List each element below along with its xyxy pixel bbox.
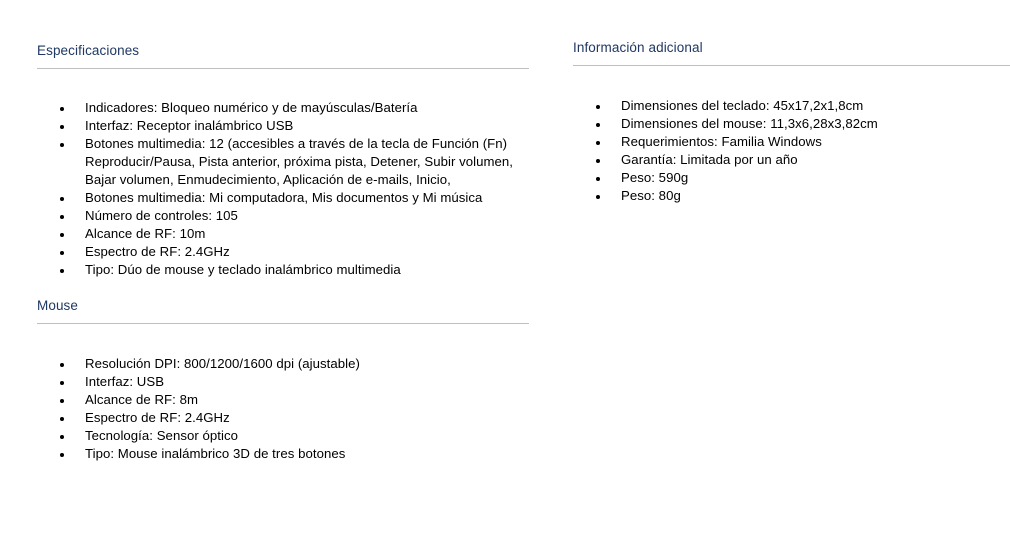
list-item: Tecnología: Sensor óptico bbox=[37, 427, 529, 445]
specs-list-informacion-adicional bbox=[573, 97, 1010, 205]
list-item: Alcance de RF: 10m bbox=[37, 225, 529, 243]
list-item: Peso: 80g bbox=[573, 187, 1010, 205]
specs-list-especificaciones bbox=[37, 99, 529, 279]
list-item: Tipo: Mouse inalámbrico 3D de tres botones bbox=[37, 445, 529, 463]
list-item: Espectro de RF: 2.4GHz bbox=[37, 243, 529, 261]
list-item: Botones multimedia: Mi computadora, Mis documentos y Mi música bbox=[37, 189, 529, 207]
list-item: Botones multimedia: 12 (accesibles a través de la tecla de Función (Fn) Reproducir/Pausa, Pista anterior, próxima pista, Detener, Subir volumen, Bajar volumen, Enmudecimiento, Aplicación de e-mails, Inicio, bbox=[37, 135, 529, 189]
specs-list-mouse bbox=[37, 355, 529, 463]
section-divider-especificaciones bbox=[37, 68, 529, 69]
list-item: Garantía: Limitada por un año bbox=[573, 151, 1010, 169]
list-item: Interfaz: USB bbox=[37, 373, 529, 391]
list-item: Espectro de RF: 2.4GHz bbox=[37, 409, 529, 427]
list-item: Número de controles: 105 bbox=[37, 207, 529, 225]
section-divider-mouse bbox=[37, 323, 529, 324]
list-item: Requerimientos: Familia Windows bbox=[573, 133, 1010, 151]
list-item: Alcance de RF: 8m bbox=[37, 391, 529, 409]
list-item: Resolución DPI: 800/1200/1600 dpi (ajustable) bbox=[37, 355, 529, 373]
list-item: Peso: 590g bbox=[573, 169, 1010, 187]
section-heading-mouse: Mouse bbox=[37, 298, 79, 313]
list-item: Dimensiones del mouse: 11,3x6,28x3,82cm bbox=[573, 115, 1010, 133]
list-item: Tipo: Dúo de mouse y teclado inalámbrico multimedia bbox=[37, 261, 529, 279]
list-item: Indicadores: Bloqueo numérico y de mayúsculas/Batería bbox=[37, 99, 529, 117]
list-item: Dimensiones del teclado: 45x17,2x1,8cm bbox=[573, 97, 1010, 115]
section-divider-informacion-adicional bbox=[573, 65, 1010, 66]
section-heading-especificaciones: Especificaciones bbox=[37, 43, 140, 58]
list-item: Interfaz: Receptor inalámbrico USB bbox=[37, 117, 529, 135]
section-heading-informacion-adicional: Información adicional bbox=[573, 40, 703, 55]
